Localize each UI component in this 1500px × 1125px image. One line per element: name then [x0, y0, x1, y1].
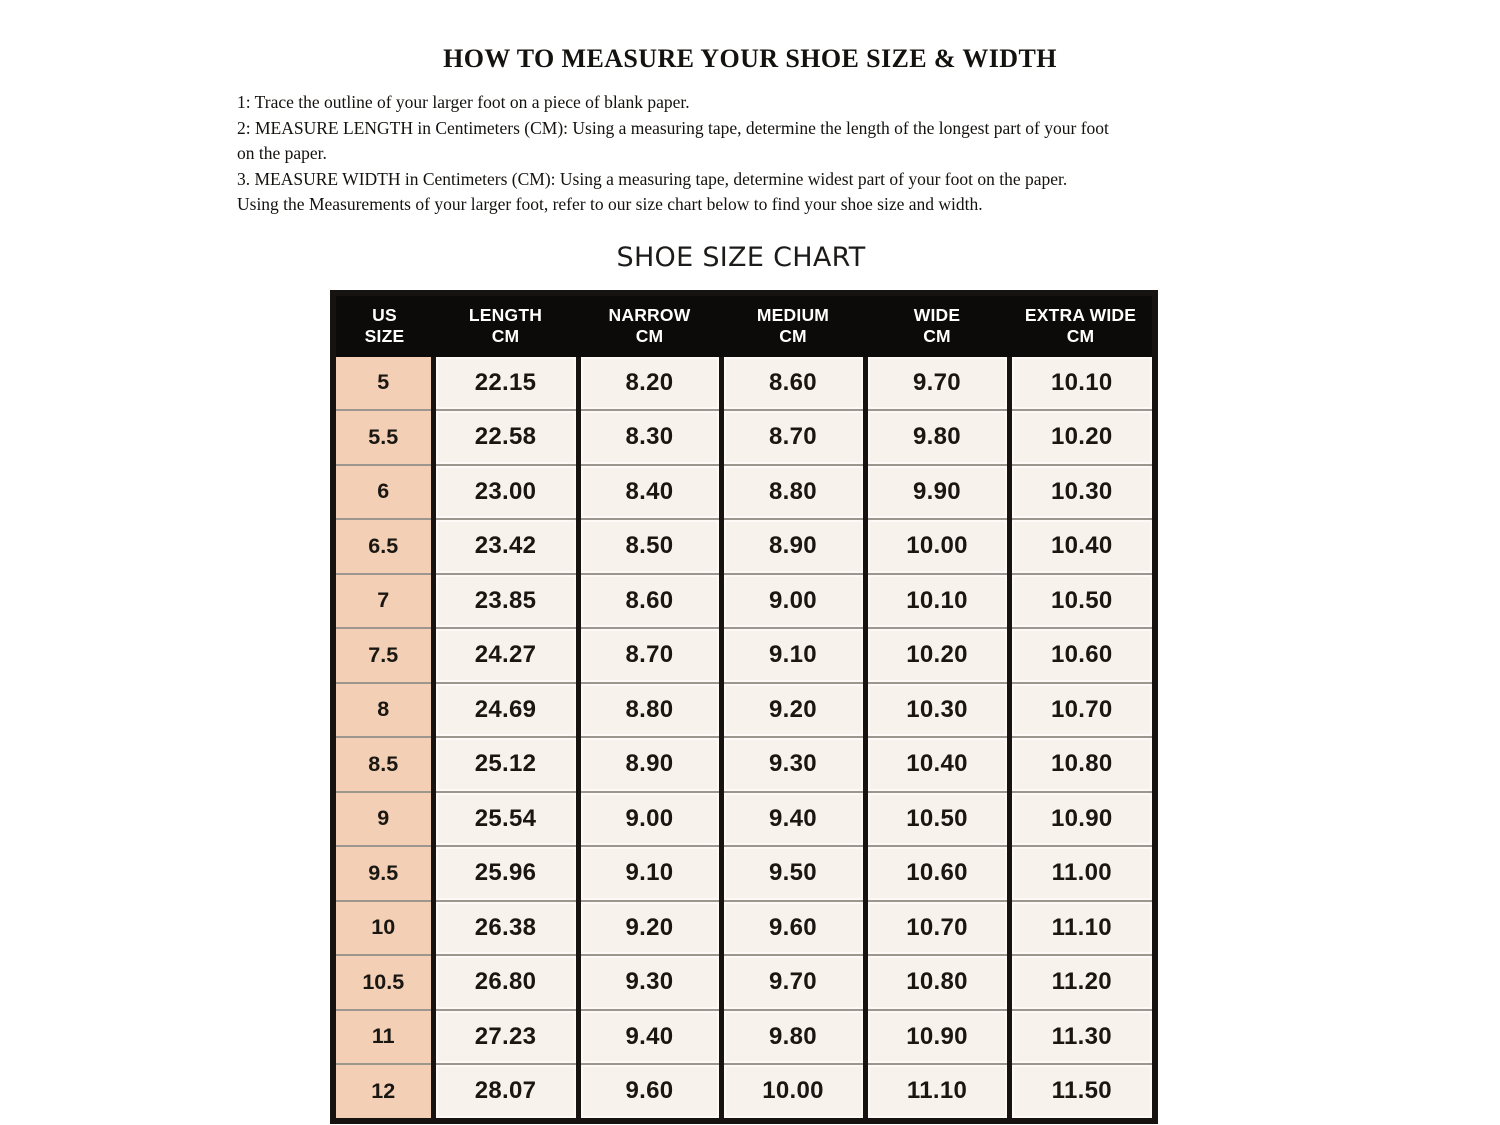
measurement-cell: 25.54 — [433, 792, 578, 847]
us-size-cell: 12 — [333, 1064, 433, 1121]
measurement-cell: 10.40 — [865, 737, 1009, 792]
table-row — [333, 846, 1155, 901]
column-header-line: CM — [779, 325, 807, 346]
measurement-cell: 9.80 — [721, 1010, 865, 1065]
measurement-cell: 10.00 — [721, 1064, 865, 1121]
measurement-cell: 9.90 — [865, 465, 1009, 520]
us-size-cell: 5.5 — [333, 410, 433, 465]
us-size-cell: 6.5 — [333, 519, 433, 574]
measurement-cell: 11.00 — [1009, 846, 1155, 901]
measurement-cell: 11.50 — [1009, 1064, 1155, 1121]
column-header-wide — [865, 293, 1009, 357]
measurement-cell: 9.10 — [578, 846, 721, 901]
us-size-cell: 5 — [333, 357, 433, 411]
table-row — [333, 357, 1155, 411]
instructions — [237, 90, 1227, 218]
measurement-cell: 9.40 — [721, 792, 865, 847]
measurement-cell: 10.80 — [865, 955, 1009, 1010]
measurement-cell: 9.30 — [721, 737, 865, 792]
column-header-line: CM — [635, 325, 664, 346]
measurement-cell: 9.70 — [721, 955, 865, 1010]
us-size-cell: 7.5 — [333, 628, 433, 683]
measurement-cell: 10.70 — [1009, 683, 1155, 738]
measurement-cell: 8.20 — [578, 357, 721, 411]
measurement-cell: 9.30 — [578, 955, 721, 1010]
measurement-cell: 10.10 — [865, 574, 1009, 629]
measurement-cell: 10.30 — [1009, 465, 1155, 520]
us-size-cell: 10.5 — [333, 955, 433, 1010]
column-header-line: WIDE — [913, 304, 961, 325]
table-row — [333, 683, 1155, 738]
measurement-cell: 28.07 — [433, 1064, 578, 1121]
measurement-cell: 23.85 — [433, 574, 578, 629]
header-row — [333, 293, 1155, 357]
measurement-cell: 9.60 — [578, 1064, 721, 1121]
table-row — [333, 574, 1155, 629]
column-header-line: US — [372, 304, 397, 325]
column-header-line: MEDIUM — [756, 304, 830, 325]
table-row — [333, 410, 1155, 465]
measurement-cell: 22.15 — [433, 357, 578, 411]
us-size-cell: 9 — [333, 792, 433, 847]
measurement-cell: 9.50 — [721, 846, 865, 901]
table-row — [333, 1064, 1155, 1121]
measurement-cell: 8.40 — [578, 465, 721, 520]
table-row — [333, 901, 1155, 956]
measurement-cell: 10.70 — [865, 901, 1009, 956]
measurement-cell: 8.90 — [578, 737, 721, 792]
measurement-cell: 10.20 — [1009, 410, 1155, 465]
measurement-cell: 10.50 — [865, 792, 1009, 847]
column-header-line: CM — [1066, 325, 1095, 346]
measurement-cell: 9.80 — [865, 410, 1009, 465]
measurement-cell: 11.20 — [1009, 955, 1155, 1010]
measurement-cell: 9.70 — [865, 357, 1009, 411]
measurement-cell: 25.96 — [433, 846, 578, 901]
measurement-cell: 9.10 — [721, 628, 865, 683]
measurement-cell: 9.00 — [578, 792, 721, 847]
measurement-cell: 9.00 — [721, 574, 865, 629]
column-header-extra-wide — [1009, 293, 1155, 357]
measurement-cell: 23.42 — [433, 519, 578, 574]
instruction-note: Using the Measurements of your larger foot, refer to our size chart below to find your shoe size and width. — [237, 194, 983, 214]
measurement-cell: 10.20 — [865, 628, 1009, 683]
us-size-cell: 9.5 — [333, 846, 433, 901]
column-header-length — [433, 293, 578, 357]
us-size-cell: 8 — [333, 683, 433, 738]
table-row — [333, 519, 1155, 574]
column-header-line: NARROW — [608, 304, 691, 325]
measurement-cell: 11.30 — [1009, 1010, 1155, 1065]
table-row — [333, 737, 1155, 792]
measurement-cell: 24.69 — [433, 683, 578, 738]
page-title: HOW TO MEASURE YOUR SHOE SIZE & WIDTH — [443, 44, 1057, 73]
measurement-cell: 9.20 — [578, 901, 721, 956]
measurement-cell: 9.60 — [721, 901, 865, 956]
measurement-cell: 10.90 — [1009, 792, 1155, 847]
us-size-cell: 10 — [333, 901, 433, 956]
table-row — [333, 628, 1155, 683]
measurement-cell: 9.20 — [721, 683, 865, 738]
measurement-cell: 10.00 — [865, 519, 1009, 574]
us-size-cell: 11 — [333, 1010, 433, 1065]
chart-heading: SHOE SIZE CHART — [616, 241, 866, 273]
measurement-cell: 8.30 — [578, 410, 721, 465]
table-row — [333, 955, 1155, 1010]
table-row — [333, 1010, 1155, 1065]
table-row — [333, 465, 1155, 520]
column-header-line: EXTRA WIDE — [1024, 304, 1137, 325]
column-header-us — [333, 293, 433, 357]
measurement-cell: 26.80 — [433, 955, 578, 1010]
measurement-cell: 8.80 — [721, 465, 865, 520]
measurement-cell: 11.10 — [1009, 901, 1155, 956]
us-size-cell: 6 — [333, 465, 433, 520]
measurement-cell: 10.10 — [1009, 357, 1155, 411]
instruction-step-1: 1: Trace the outline of your larger foot on a piece of blank paper. — [237, 92, 690, 112]
measurement-cell: 10.50 — [1009, 574, 1155, 629]
column-header-medium — [721, 293, 865, 357]
instruction-step-2-continued: on the paper. — [237, 143, 327, 163]
column-header-line: SIZE — [364, 325, 405, 346]
measurement-cell: 22.58 — [433, 410, 578, 465]
measurement-cell: 8.90 — [721, 519, 865, 574]
column-header-line: LENGTH — [468, 304, 543, 325]
us-size-cell: 7 — [333, 574, 433, 629]
measurement-cell: 24.27 — [433, 628, 578, 683]
measurement-cell: 10.80 — [1009, 737, 1155, 792]
measurement-cell: 8.70 — [578, 628, 721, 683]
column-header-line: CM — [923, 325, 951, 346]
measurement-cell: 8.60 — [721, 357, 865, 411]
measurement-cell: 10.60 — [1009, 628, 1155, 683]
measurement-cell: 25.12 — [433, 737, 578, 792]
measurement-cell: 10.40 — [1009, 519, 1155, 574]
table-row — [333, 792, 1155, 847]
column-header-narrow — [578, 293, 721, 357]
instruction-step-2: 2: MEASURE LENGTH in Centimeters (CM): Using a measuring tape, determine the length of the longest part of your foot — [237, 117, 1109, 138]
column-header-line: CM — [491, 325, 520, 346]
measurement-cell: 26.38 — [433, 901, 578, 956]
measurement-cell: 11.10 — [865, 1064, 1009, 1121]
us-size-cell: 8.5 — [333, 737, 433, 792]
instruction-step-3: 3. MEASURE WIDTH in Centimeters (CM): Using a measuring tape, determine widest part of your foot on the paper. — [237, 168, 1068, 189]
measurement-cell: 10.90 — [865, 1010, 1009, 1065]
measurement-cell: 8.60 — [578, 574, 721, 629]
measurement-cell: 8.50 — [578, 519, 721, 574]
measurement-cell: 23.00 — [433, 465, 578, 520]
measurement-cell: 10.60 — [865, 846, 1009, 901]
measurement-cell: 10.30 — [865, 683, 1009, 738]
shoe-size-table — [330, 290, 1152, 1124]
measurement-cell: 8.80 — [578, 683, 721, 738]
measurement-cell: 27.23 — [433, 1010, 578, 1065]
measurement-cell: 8.70 — [721, 410, 865, 465]
measurement-cell: 9.40 — [578, 1010, 721, 1065]
shoe-size-chart-table — [330, 290, 1158, 1124]
